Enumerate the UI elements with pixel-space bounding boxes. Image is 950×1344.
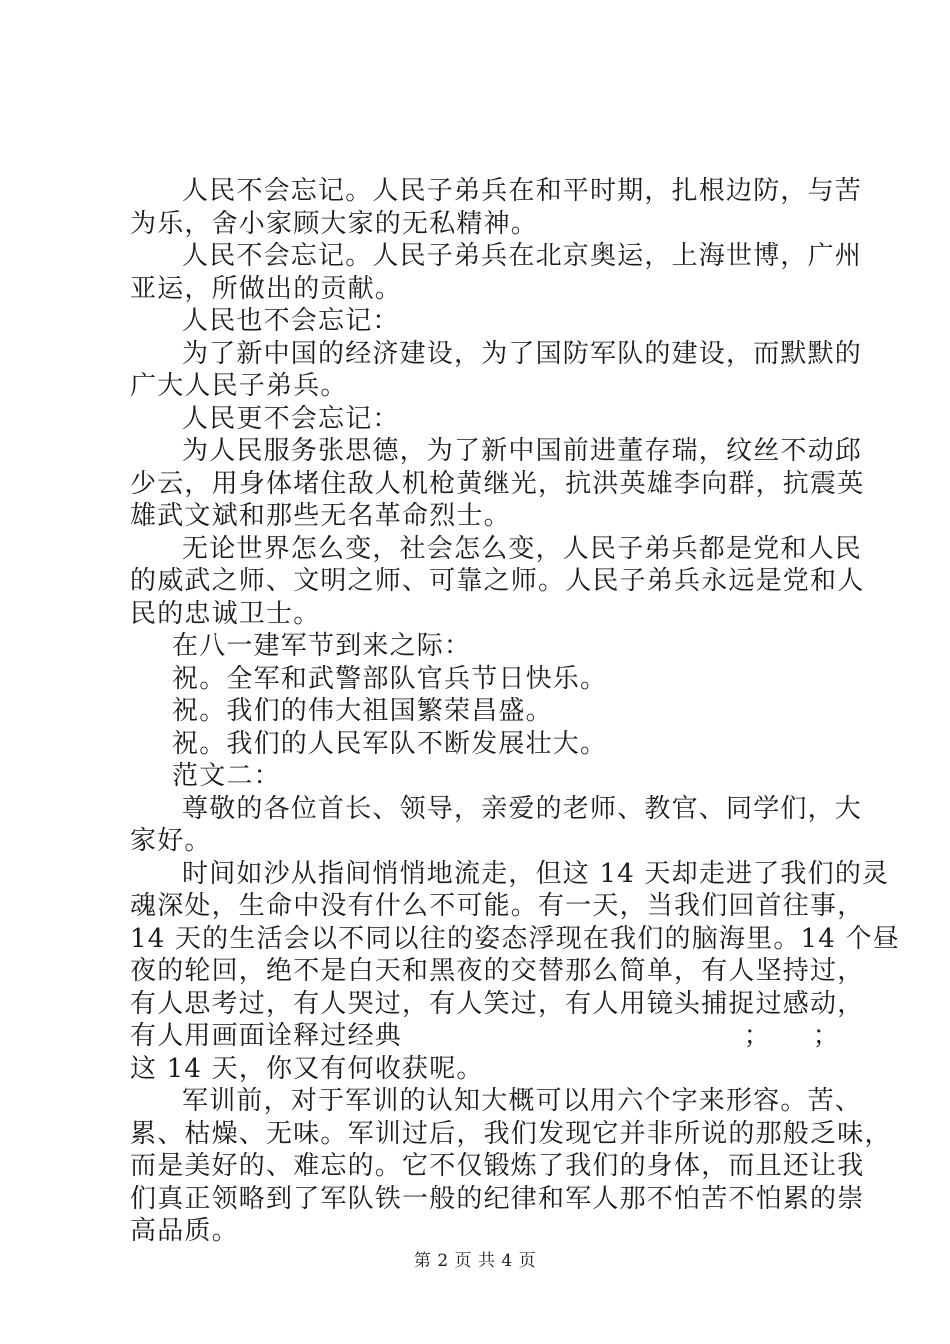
text-line: 人民不会忘记。人民子弟兵在和平时期，扎根边防，与苦 — [182, 176, 863, 206]
text-line: 亚运，所做出的贡献。 — [130, 273, 403, 304]
text-line: 范文二： — [172, 761, 281, 791]
text-line: 人民更不会忘记： — [182, 403, 400, 434]
text-line: 高品质。 — [130, 1216, 239, 1246]
text-line: 广大人民子弟兵。 — [130, 371, 348, 401]
text-line: 魂深处，生命中没有什么不可能。有一天，当我们回首往事， — [130, 891, 865, 921]
text-line: 14 天的生活会以不同以往的姿态浮现在我们的脑海里。14 个昼 — [130, 923, 900, 954]
text-line: 雄武文斌和那些无名革命烈士。 — [130, 501, 511, 531]
text-line: 为了新中国的经济建设，为了国防军队的建设，而默默的 — [182, 338, 863, 369]
text-line: 们真正领略到了军队铁一般的纪律和军人那不怕苦不怕累的崇 — [130, 1183, 865, 1214]
text-line: 夜的轮回，绝不是白天和黑夜的交替那么简单，有人坚持过， — [130, 956, 865, 986]
text-line: 时间如沙从指间悄悄地流走，但这 14 天却走进了我们的灵 — [182, 858, 890, 889]
text-line: 家好。 — [130, 826, 212, 856]
text-line: 有人思考过，有人哭过，有人笑过，有人用镜头捕捉过感动， — [130, 988, 865, 1019]
text-line: 而是美好的、难忘的。它不仅锻炼了我们的身体，而且还让我 — [130, 1151, 865, 1181]
gap-line-right: ； — [812, 1021, 840, 1051]
text-line: 尊敬的各位首长、领导，亲爱的老师、教官、同学们，大 — [182, 793, 863, 824]
text-line: 在八一建军节到来之际： — [172, 631, 472, 661]
text-line: 人民不会忘记。人民子弟兵在北京奥运，上海世博，广州 — [182, 241, 863, 271]
text-line: 少云，用身体堵住敌人机枪黄继光，抗洪英雄李向群，抗震英 — [130, 468, 865, 499]
body-text — [130, 175, 900, 1248]
gap-line-left: 有人用画面诠释过经典 — [130, 1021, 403, 1051]
text-line: 为人民服务张思德，为了新中国前进董存瑞，纹丝不动邱 — [182, 436, 863, 466]
text-line-with-gap — [130, 1020, 840, 1053]
text-line: 累、枯燥、无味。军训过后，我们发现它并非所说的那般乏味， — [130, 1118, 892, 1149]
text-line: 民的忠诚卫士。 — [130, 598, 321, 629]
text-line: 为乐，舍小家顾大家的无私精神。 — [130, 208, 539, 239]
gap-line-mid: ； — [743, 1021, 771, 1051]
text-line: 这 14 天，你又有何收获呢。 — [130, 1053, 484, 1084]
page-footer: 第 2 页 共 4 页 — [413, 1251, 537, 1271]
text-line: 军训前，对于军训的认知大概可以用六个字来形容。苦、 — [182, 1086, 863, 1116]
text-line: 祝。我们的人民军队不断发展壮大。 — [172, 728, 608, 759]
text-line: 的威武之师、文明之师、可靠之师。人民子弟兵永远是党和人 — [130, 566, 865, 596]
text-line: 人民也不会忘记： — [182, 306, 400, 336]
text-line: 祝。我们的伟大祖国繁荣昌盛。 — [172, 696, 553, 726]
text-line: 无论世界怎么变，社会怎么变，人民子弟兵都是党和人民 — [182, 533, 863, 564]
text-line: 祝。全军和武警部队官兵节日快乐。 — [172, 663, 608, 694]
